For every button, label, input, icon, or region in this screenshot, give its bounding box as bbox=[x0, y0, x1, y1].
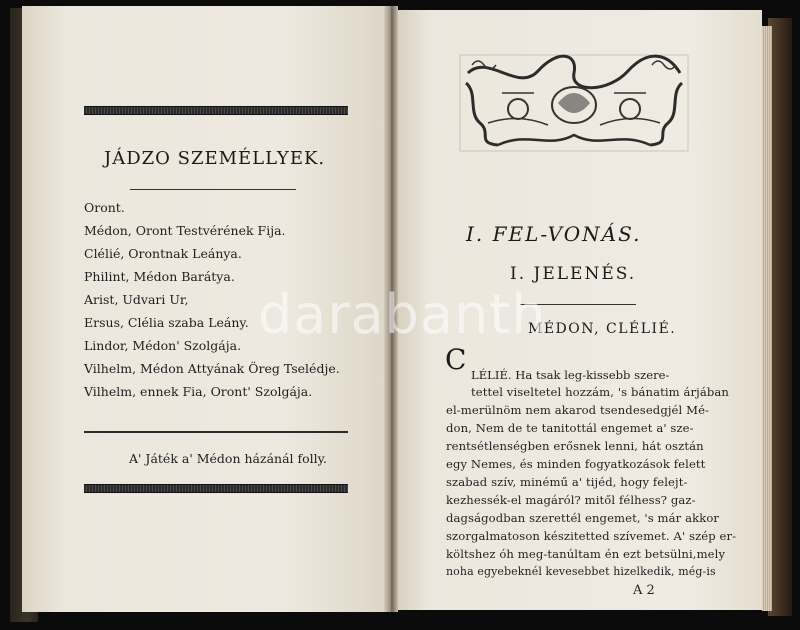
drop-cap: C bbox=[445, 343, 467, 376]
text-line: don, Nem de te tanitottál engemet a' sze- bbox=[446, 421, 694, 435]
text-line: el-merülnöm nem akarod tsendesedgjél Mé- bbox=[446, 403, 710, 417]
cast-entry: Vilhelm, ennek Fia, Oront' Szolgája. bbox=[84, 384, 313, 399]
scene-characters: MÉDON, CLÉLIÉ. bbox=[528, 321, 677, 337]
cast-entry: Arist, Udvari Ur, bbox=[84, 292, 189, 307]
title-underline bbox=[130, 189, 296, 190]
bottom-ornamental-rule bbox=[84, 484, 348, 493]
text-line: egy Nemes, és minden fogyatkozások felett bbox=[446, 457, 706, 471]
text-line: rentsétlenségben erősnek lenni, hát osztán bbox=[446, 439, 704, 453]
text-line: költshez óh meg-tanúltam én ezt betsülni,mely bbox=[446, 547, 726, 561]
cast-entry: Médon, Oront Testvérének Fija. bbox=[84, 223, 286, 238]
text-line: noha egyebeknél kevesebbet hizelkedik, még-is bbox=[446, 565, 716, 578]
text-line: szorgalmatoson készitetted szívemet. A' szép er- bbox=[446, 529, 737, 543]
cast-entry: Clélié, Orontnak Leánya. bbox=[84, 246, 242, 261]
text-line: tettel viseltetel hozzám, 's bánatim árjában bbox=[471, 385, 729, 399]
text-line: LÉLIÉ. Ha tsak leg-kissebb szere- bbox=[471, 368, 670, 382]
cast-entry: Ersus, Clélia szaba Leány. bbox=[84, 315, 249, 330]
cast-entry: Oront. bbox=[84, 200, 125, 215]
cast-entry: Lindor, Médon' Szolgája. bbox=[84, 338, 242, 353]
cast-title: JÁDZO SZEMÉLLYEK. bbox=[104, 148, 326, 169]
decorative-headpiece bbox=[458, 53, 690, 153]
scene-heading: I. JELENÉS. bbox=[510, 264, 637, 284]
cast-entry: Philint, Médon Barátya. bbox=[84, 269, 235, 284]
cast-entry: Vilhelm, Médon Attyának Öreg Tselédje. bbox=[84, 361, 340, 376]
watermark-text: darabanth bbox=[258, 283, 547, 346]
act-heading: I. FEL-VONÁS. bbox=[466, 222, 642, 246]
setting-line: A' Játék a' Médon házánál folly. bbox=[129, 451, 328, 466]
page-edges bbox=[762, 26, 772, 611]
text-line: dagságodban szerettél engemet, 's már akkor bbox=[446, 511, 720, 525]
catchword: A 2 bbox=[633, 583, 655, 598]
setting-rule-top bbox=[84, 431, 348, 433]
text-line: kezhessék-el magáról? mitől félhess? gaz- bbox=[446, 493, 696, 507]
text-line: szabad szív, minémű a' tijéd, hogy felejt- bbox=[446, 475, 688, 489]
top-ornamental-rule bbox=[84, 106, 348, 115]
